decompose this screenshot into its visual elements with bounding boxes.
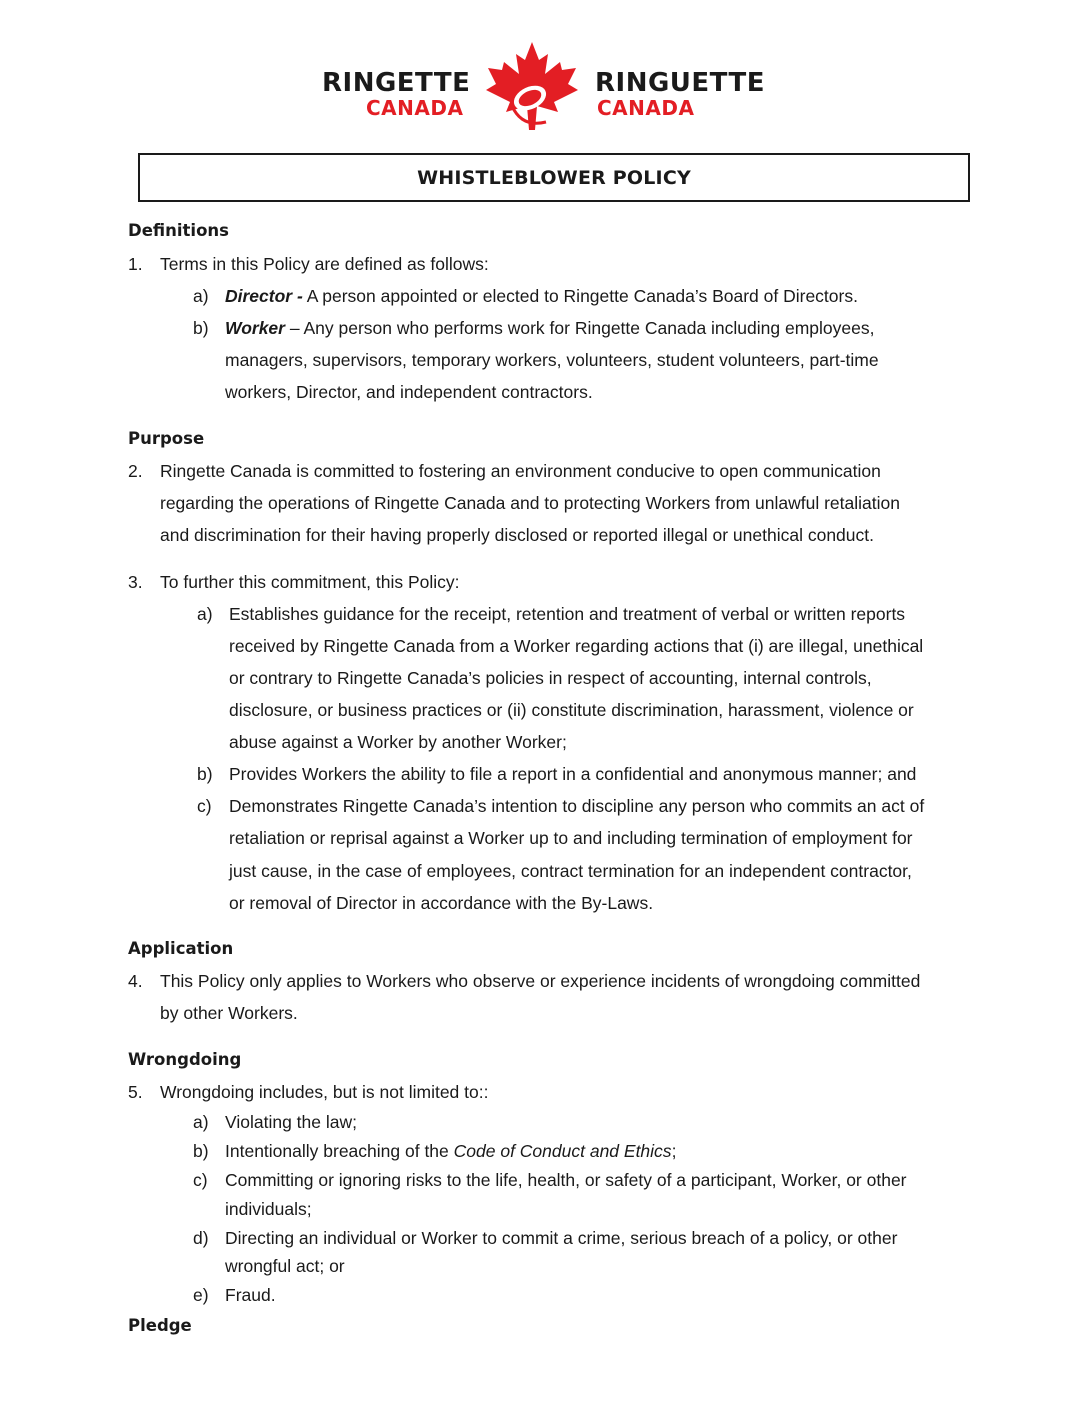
- item-5c-letter: c): [193, 1170, 208, 1190]
- item-3c-line3: just cause, in the case of employees, contract termination for an independent contractor,: [229, 861, 912, 881]
- item-5b-post: ;: [671, 1141, 677, 1161]
- item-5-text: Wrongdoing includes, but is not limited to::: [160, 1082, 489, 1102]
- item-number-3: 3.: [128, 572, 143, 592]
- item-5c-line2: individuals;: [225, 1199, 312, 1219]
- definition-worker: [225, 320, 874, 338]
- item-number-2: 2.: [128, 461, 143, 481]
- item-5b-pre: Intentionally breaching of the: [225, 1141, 454, 1161]
- item-5e-letter: e): [193, 1285, 209, 1305]
- definition-director-text: A person appointed or elected to Ringette Canada’s Board of Directors.: [302, 286, 858, 306]
- heading-purpose: Purpose: [128, 429, 205, 448]
- item-5e-text: Fraud.: [225, 1285, 276, 1305]
- item-3c-line4: or removal of Director in accordance with the By-Laws.: [229, 893, 654, 913]
- heading-pledge: Pledge: [128, 1316, 192, 1335]
- item-3a-line2: received by Ringette Canada from a Worker regarding actions that (i) are illegal, unethical: [229, 636, 924, 656]
- item-3a-line4: disclosure, or business practices or (ii) constitute discrimination, harassment, violence or: [229, 700, 914, 720]
- policy-title: WHISTLEBLOWER POLICY: [417, 166, 691, 189]
- logo-text-canada-en: CANADA: [366, 96, 464, 120]
- definition-worker-line2: managers, supervisors, temporary workers, volunteers, student volunteers, part-time: [225, 350, 879, 370]
- item-3b-line1: Provides Workers the ability to file a report in a confidential and anonymous manner; and: [229, 764, 917, 784]
- item-5d-letter: d): [193, 1228, 209, 1248]
- item-4-line2: by other Workers.: [160, 1003, 298, 1023]
- item-4-line1: This Policy only applies to Workers who observe or experience incidents of wrongdoing committed: [160, 971, 921, 991]
- code-of-conduct-title: Code of Conduct and Ethics: [453, 1141, 672, 1161]
- heading-application: Application: [128, 939, 234, 958]
- item-number-1: 1.: [128, 254, 143, 274]
- heading-definitions: Definitions: [128, 221, 229, 240]
- definition-worker-line1: – Any person who performs work for Ringette Canada including employees,: [284, 318, 875, 338]
- item-3a-letter: a): [197, 604, 213, 624]
- ringette-canada-logo: [320, 40, 770, 136]
- item-3b-letter: b): [197, 764, 213, 784]
- item-5a-text: Violating the law;: [225, 1112, 357, 1132]
- logo-text-ringuette: RINGUETTE: [595, 68, 765, 98]
- item-3-text: To further this commitment, this Policy:: [160, 572, 460, 592]
- term-worker: Worker: [225, 318, 285, 338]
- item-number-4: 4.: [128, 971, 143, 991]
- item-3a-line1: Establishes guidance for the receipt, retention and treatment of verbal or written reports: [229, 604, 906, 624]
- item-3c-letter: c): [197, 796, 212, 816]
- maple-leaf-icon: [482, 40, 582, 136]
- term-director: Director -: [225, 286, 303, 306]
- item-3a-line3: or contrary to Ringette Canada’s policies in respect of accounting, internal controls,: [229, 668, 872, 688]
- item-2-line2: regarding the operations of Ringette Canada and to protecting Workers from unlawful retaliation: [160, 493, 900, 513]
- item-5c-line1: Committing or ignoring risks to the life, health, or safety of a participant, Worker, or other: [225, 1170, 907, 1190]
- definition-a-letter: a): [193, 286, 209, 306]
- item-3c-line1: Demonstrates Ringette Canada’s intention to discipline any person who commits an act of: [229, 796, 925, 816]
- logo-text-canada-fr: CANADA: [597, 96, 695, 120]
- logo-text-ringette: RINGETTE: [322, 68, 471, 98]
- item-number-5: 5.: [128, 1082, 143, 1102]
- item-3a-line5: abuse against a Worker by another Worker;: [229, 732, 567, 752]
- heading-wrongdoing: Wrongdoing: [128, 1050, 242, 1069]
- item-3c-line2: retaliation or reprisal against a Worker up to and including termination of employment for: [229, 828, 913, 848]
- definition-director: [225, 288, 858, 306]
- item-5b-text: [225, 1143, 676, 1161]
- item-1-text: Terms in this Policy are defined as follows:: [160, 254, 489, 274]
- policy-title-box: [138, 153, 970, 202]
- definition-worker-line3: workers, Director, and independent contractors.: [225, 382, 593, 402]
- item-5d-line1: Directing an individual or Worker to commit a crime, serious breach of a policy, or other: [225, 1228, 898, 1248]
- item-5b-letter: b): [193, 1141, 209, 1161]
- item-5a-letter: a): [193, 1112, 209, 1132]
- item-2-line3: and discrimination for their having properly disclosed or reported illegal or unethical conduct.: [160, 525, 874, 545]
- item-2-line1: Ringette Canada is committed to fostering an environment conducive to open communication: [160, 461, 881, 481]
- item-5d-line2: wrongful act; or: [225, 1256, 345, 1276]
- definition-b-letter: b): [193, 318, 209, 338]
